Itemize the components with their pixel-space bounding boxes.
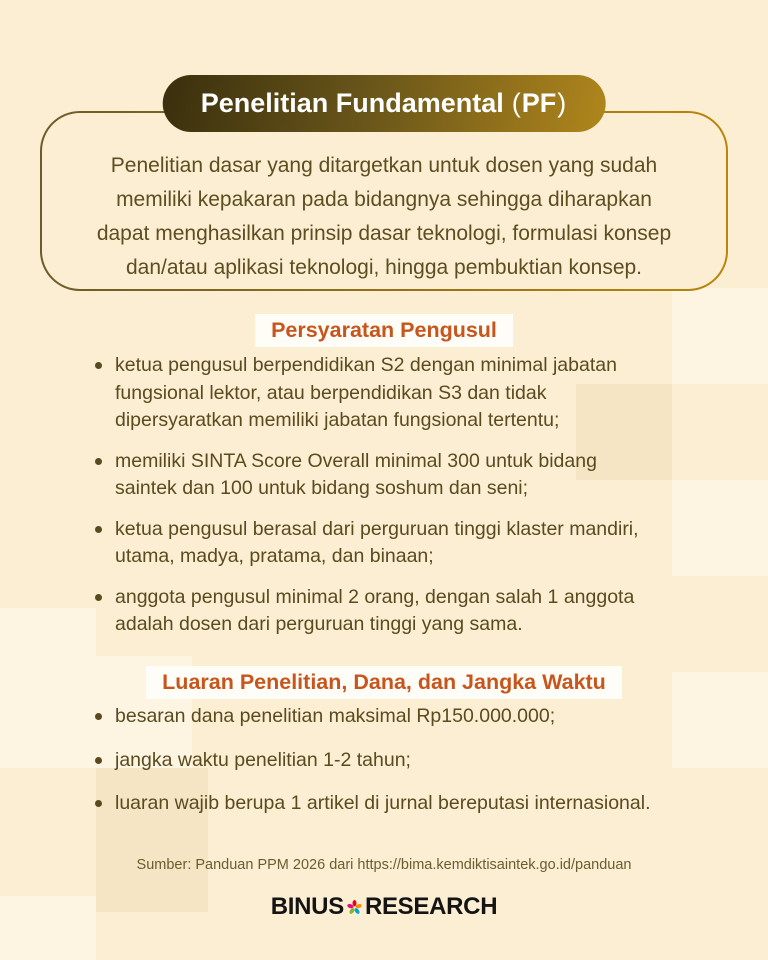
description-line: dan/atau aplikasi teknologi, hingga pembuktian konsep.: [125, 256, 643, 279]
binus-research-logo: [0, 893, 768, 921]
logo-brand: BINUS: [270, 893, 344, 920]
section-heading-wrap: [0, 666, 768, 699]
list-item: [92, 584, 692, 639]
list-item: [92, 516, 692, 571]
open-paren: (: [511, 88, 521, 118]
bullet-line: utama, madya, pratama, dan binaan;: [115, 545, 434, 567]
bullet-line: luaran wajib berupa 1 artikel di jurnal bereputasi internasional.: [115, 792, 651, 814]
binus-asterisk-icon: [346, 899, 363, 916]
bullet-line: besaran dana penelitian maksimal Rp150.000.000;: [115, 705, 556, 727]
list-item: [92, 790, 692, 818]
bullet-line: jangka waktu penelitian 1-2 tahun;: [115, 748, 411, 771]
source-text: Sumber: Panduan PPM 2026 dari https://bima.kemdiktisaintek.go.id/panduan: [136, 857, 632, 873]
list-item: [92, 448, 692, 503]
description-box: [42, 113, 726, 289]
bullet-line: ketua pengusul berasal dari perguruan tinggi klaster mandiri,: [115, 517, 639, 540]
title-pill: [163, 75, 606, 132]
section-heading-luaran: Luaran Penelitian, Dana, dan Jangka Waktu: [146, 666, 622, 699]
close-paren: ): [557, 88, 567, 118]
description-line: dapat menghasilkan prinsip dasar teknologi, formulasi konsep: [96, 222, 672, 245]
logo-division: RESEARCH: [364, 893, 498, 920]
description-line: Penelitian dasar yang ditargetkan untuk dosen yang sudah: [110, 154, 658, 177]
description-line: memiliki kepakaran pada bidangnya sehingga diharapkan: [116, 188, 652, 211]
bullet-line: anggota pengusul minimal 2 orang, dengan salah 1 anggota: [115, 585, 635, 608]
list-item: [92, 703, 692, 731]
bullet-line: dipersyaratkan memiliki jabatan fungsional tertentu;: [115, 409, 560, 431]
section-heading-persyaratan: Persyaratan Pengusul: [255, 314, 513, 347]
list-item: [92, 747, 692, 775]
bullet-line: ketua pengusul berpendidikan S2 dengan minimal jabatan: [115, 354, 617, 376]
persyaratan-list: [92, 352, 692, 652]
bullet-line: saintek dan 100 untuk bidang soshum dan seni;: [115, 477, 529, 499]
luaran-list: [92, 703, 692, 834]
bullet-line: adalah dosen dari perguruan tinggi yang sama.: [115, 613, 523, 635]
bullet-line: memiliki SINTA Score Overall minimal 300 untuk bidang: [115, 449, 597, 472]
description-frame: [40, 111, 728, 291]
bullet-line: fungsional lektor, atau berpendidikan S3 dan tidak: [115, 381, 547, 404]
section-heading-wrap: [0, 314, 768, 347]
poster-title: Penelitian Fundamental: [200, 88, 504, 118]
list-item: [92, 352, 692, 435]
poster-abbreviation: PF: [521, 88, 557, 118]
